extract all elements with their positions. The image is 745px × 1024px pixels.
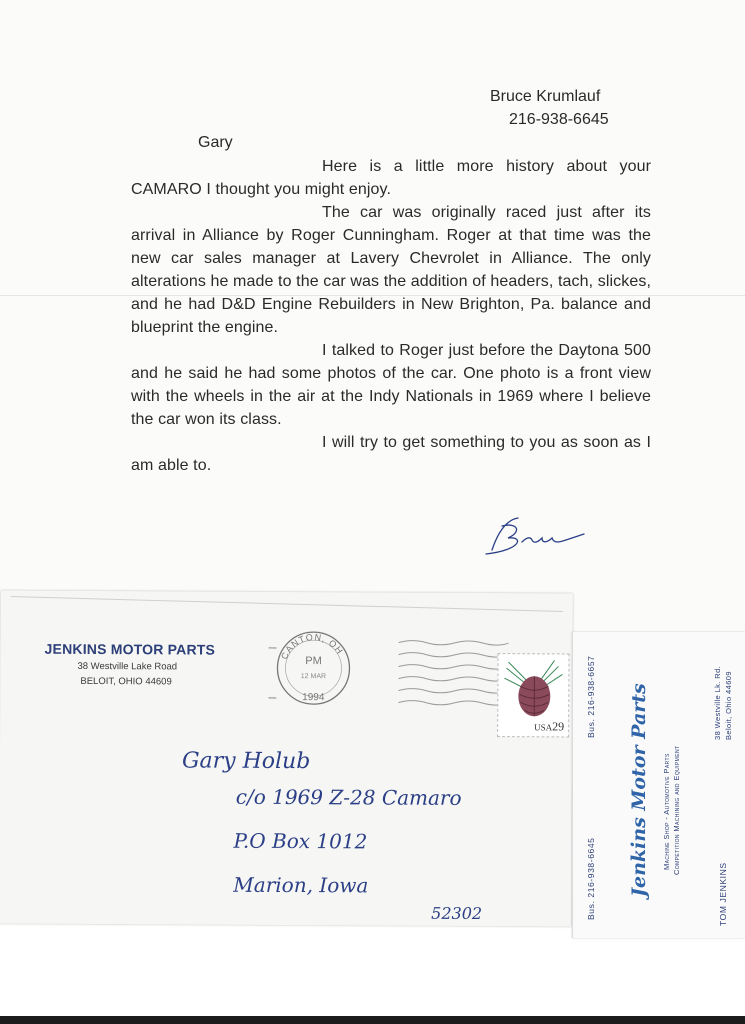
salutation: Gary xyxy=(198,134,233,151)
paragraph-2: The car was originally raced just after its arrival in Alliance by Roger Cunningham. Roger at that time was the new car sales manager at Lavery Chevrolet in Alliance. The only alterations he made to the car was the addition of headers, tach, slickes, and he had D&D Engine Rebuilders in New Brighton, Pa. balance and blueprint the engine. xyxy=(131,204,651,336)
postmark-year: 1994 xyxy=(302,692,325,704)
address-zip: 52302 xyxy=(431,903,483,924)
handwritten-address xyxy=(169,731,530,923)
handwritten-signature xyxy=(478,512,588,562)
address-line-2: c/o 1969 Z-28 Camaro xyxy=(235,784,462,810)
return-company: JENKINS MOTOR PARTS xyxy=(44,640,216,658)
card-phone-bottom: Bus. 216-938-6645 xyxy=(586,837,596,920)
sender-name: Bruce Krumlauf xyxy=(490,88,601,105)
sender-phone: 216-938-6645 xyxy=(509,111,609,128)
card-city: Beloit, Ohio 44609 xyxy=(724,671,733,740)
postmark xyxy=(268,628,358,710)
postage-stamp xyxy=(497,653,569,737)
paragraph-3: I talked to Roger just before the Daytona 500 and he said he had some photos of the car. One photo is a front view with the wheels in the air at the Indy Nationals in 1969 where I believe the car won its class. xyxy=(131,342,651,428)
card-owner-name: TOM JENKINS xyxy=(718,862,728,926)
postmark-time: PM xyxy=(305,655,322,668)
letter-body xyxy=(131,155,651,477)
stamp-country: USA xyxy=(534,722,553,733)
scan-edge xyxy=(0,1016,745,1024)
postmark-date: 12 MAR xyxy=(300,673,327,681)
return-street: 38 Westville Lake Road xyxy=(77,660,178,673)
card-company-name: Jenkins Motor Parts xyxy=(628,683,650,897)
postmark-city: CANTON, OH xyxy=(279,631,346,661)
card-phone-top: Bus. 216-938-6657 xyxy=(586,655,596,738)
card-services-line-1: Machine Shop - Automotive Parts xyxy=(662,753,671,870)
card-services-line-2: Competition Machining and Equipment xyxy=(672,745,681,875)
pinecone-icon xyxy=(498,654,568,724)
card-street: 38 Westville Lk. Rd. xyxy=(713,665,722,740)
cancellation-wavy-lines xyxy=(398,637,508,710)
envelope xyxy=(0,591,573,927)
address-line-4: Marion, Iowa xyxy=(233,872,369,898)
address-line-3: P.O Box 1012 xyxy=(233,828,368,854)
address-line-1: Gary Holub xyxy=(181,748,311,775)
stamp-value: 29 xyxy=(552,719,565,734)
stamp-denomination xyxy=(534,719,564,734)
paragraph-1: Here is a little more history about your CAMARO I thought you might enjoy. xyxy=(131,158,651,198)
paragraph-4: I will try to get something to you as soon as I am able to. xyxy=(131,434,651,474)
return-city: BELOIT, OHIO 44609 xyxy=(80,675,172,688)
